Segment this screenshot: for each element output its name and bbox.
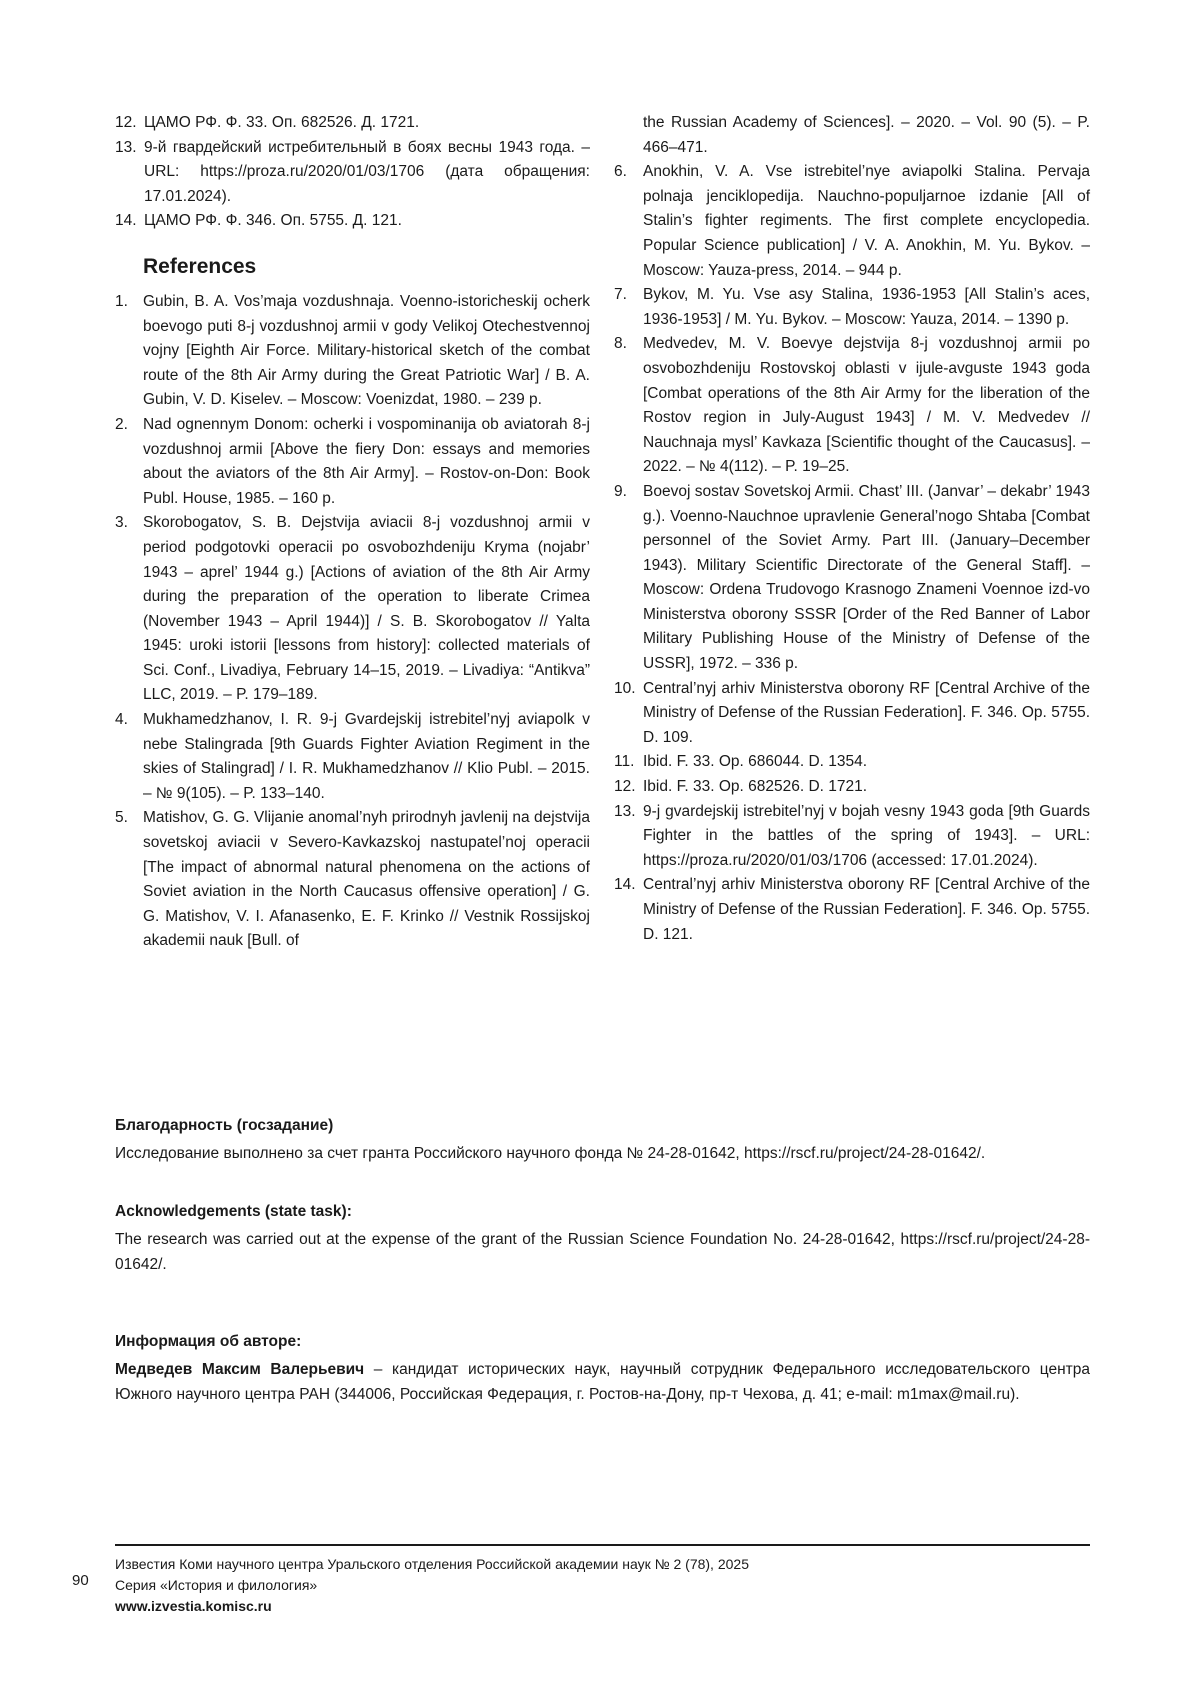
reference-item: [115, 511, 590, 708]
reference-text: Boevoj sostav Sovetskoj Armii. Chast’ III. (Janvar’ – dekabr’ 1943 g.). Voenno-Nauchnoe upravlenie General’nogo Shtaba [Combat personnel of the Soviet Army. Part III. (January–December 1943). Military Scientific Directorate of the General Staff]. – Moscow: Ordena Trudovogo Krasnogo Znameni Voennoe izd-vo Ministerstva oborony SSSR [Order of the Red Banner of Labor Military Publishing House of the Ministry of Defense of the USSR], 1972. – 336 p.: [643, 482, 1090, 673]
author-info-title: Информация об авторе:: [115, 1333, 302, 1350]
reference-text: Nad ognennym Donom: ocherki i vospominanija ob aviatorah 8-j vozdushnoj armii [Above the fiery Don: essays and memories about the aviators of the 8th Air Army]. – Rostov-on-Don: Book Publ. House, 1985. – 160 p.: [143, 415, 590, 507]
reference-text: Central’nyj arhiv Ministerstva oborony RF [Central Archive of the Ministry of Defense of the Russian Federation]. F. 346. Op. 5755. D. 121.: [643, 876, 1090, 943]
gratitude-ru-section: [115, 1114, 1090, 1167]
reference-number: 6.: [614, 163, 627, 181]
reference-number: 2.: [115, 415, 128, 433]
reference-number: 12.: [614, 778, 636, 796]
reference-number: 13.: [115, 138, 137, 156]
reference-continuation: the Russian Academy of Sciences]. – 2020. – Vol. 90 (5). – P. 466–471.: [643, 114, 1090, 156]
reference-number: 9.: [614, 482, 627, 500]
reference-item: [115, 806, 590, 954]
reference-text: Ibid. F. 33. Op. 686044. D. 1354.: [643, 753, 868, 771]
reference-number: 14.: [614, 876, 636, 894]
page-number: 90: [72, 1572, 89, 1589]
reference-text: Anokhin, V. A. Vse istrebitel’nye aviapolki Stalina. Pervaja polnaja jenciklopedija. Nauchno-populjarnoe izdanie [All of Stalin’s fighter regiments. The first complete encyclopedia. Popular Science publication] / V. A. Anokhin, M. Yu. Bykov. – Moscow: Yauza-press, 2014. – 944 p.: [643, 163, 1090, 279]
footer-divider: [115, 1544, 1090, 1546]
gratitude-en-title: Acknowledgements (state task):: [115, 1203, 352, 1220]
reference-text: 9-j gvardejskij istrebitel’nyj v bojah vesny 1943 goda [9th Guards Fighter in the battles of the spring of 1943]. – URL: https://proza.ru/2020/01/03/1706 (accessed: 17.01.2024).: [643, 802, 1090, 869]
journal-title: Известия Коми научного центра Уральского отделения Российской академии наук № 2 (78), 2025: [115, 1556, 749, 1572]
reference-number: 3.: [115, 514, 128, 532]
russian-reference-list: [115, 111, 590, 234]
reference-item: [614, 332, 1090, 480]
gratitude-en-section: [115, 1200, 1090, 1277]
left-column: [115, 111, 590, 954]
reference-text: Mukhamedzhanov, I. R. 9-j Gvardejskij istrebitel’nyj aviapolk v nebe Stalingrada [9th Guards Fighter Aviation Regiment in the skies of Stalingrad] / I. R. Mukhamedzhanov // Klio Publ. – 2015. – № 9(105). – P. 133–140.: [143, 711, 590, 802]
reference-item: [614, 873, 1090, 947]
reference-text: Gubin, B. A. Vos’maja vozdushnaja. Voenno-istoricheskij ocherk boevogo puti 8-j vozdushnoj armii v gody Velikoj Otechestvennoj vojny [Eighth Air Force. Military-historical sketch of the combat route of the 8th Air Army during the Great Patriotic War] / B. A. Gubin, V. D. Kiselev. – Moscow: Voenizdat, 1980. – 239 p.: [143, 292, 590, 409]
reference-number: 13.: [614, 802, 636, 820]
reference-number: 1.: [115, 292, 128, 310]
reference-number: 5.: [115, 809, 128, 827]
reference-item: [614, 480, 1090, 677]
reference-number: 4.: [115, 711, 128, 729]
english-reference-list-continued: [614, 160, 1090, 947]
reference-text: Central’nyj arhiv Ministerstva oborony RF [Central Archive of the Ministry of Defense of the Russian Federation]. F. 346. Op. 5755. D. 109.: [643, 679, 1090, 746]
author-name: Медведев Максим Валерьевич: [115, 1361, 365, 1378]
reference-item: [614, 800, 1090, 874]
reference-text: Skorobogatov, S. B. Dejstvija aviacii 8-j vozdushnoj armii v period podgotovki operacii po osvobozhdeniju Kryma (nojabr’ 1943 – aprel’ 1944 g.) [Actions of aviation of the 8th Air Army during the preparation of the operation to liberate Crimea (November 1943 – April 1944)] / S. B. Skorobogatov // Yalta 1945: uroki istorii [lessons from history]: collected materials of Sci. Conf., Livadiya, February 14–15, 2019. – Livadiya: “Antikva” LLC, 2019. – P. 179–189.: [143, 514, 590, 704]
reference-number: 7.: [614, 286, 627, 304]
reference-item: [614, 283, 1090, 332]
reference-text: ЦАМО РФ. Ф. 33. Оп. 682526. Д. 1721.: [144, 114, 420, 131]
reference-item: [115, 209, 590, 234]
reference-text: 9-й гвардейский истребительный в боях весны 1943 года. – URL: https://proza.ru/2020/01/03/1706 (дата обращения: 17.01.2024).: [144, 138, 590, 205]
reference-item: [614, 677, 1090, 751]
gratitude-ru-title: Благодарность (госзадание): [115, 1117, 334, 1134]
reference-number: 10.: [614, 679, 636, 697]
right-column: [614, 111, 1090, 947]
reference-number: 12.: [115, 114, 137, 131]
reference-item: [614, 160, 1090, 283]
journal-series: Серия «История и филология»: [115, 1577, 318, 1593]
reference-item: [614, 750, 1090, 775]
reference-item: [115, 413, 590, 511]
reference-item: [614, 775, 1090, 800]
reference-number: 14.: [115, 212, 137, 230]
reference-text: Matishov, G. G. Vlijanie anomal’nyh prirodnyh javlenij na dejstvija sovetskoj aviacii v Severo-Kavkazskoj nastupatel’noj operacii [The impact of abnormal natural phenomena on the actions of Soviet aviation in the North Caucasus offensive operation] / G. G. Matishov, V. I. Afanasenko, E. F. Krinko // Vestnik Rossijskoj akademii nauk [Bull. of: [143, 809, 590, 950]
gratitude-en-body: The research was carried out at the expense of the grant of the Russian Science Foundation No. 24-28-01642, https://rscf.ru/project/24-28-01642/.: [115, 1231, 1090, 1273]
footer: [115, 1554, 749, 1617]
reference-item: [115, 111, 590, 136]
reference-text: Ibid. F. 33. Op. 682526. D. 1721.: [643, 778, 868, 796]
reference-item: [115, 290, 590, 413]
reference-number: 11.: [614, 753, 635, 771]
author-info-body: [115, 1358, 1090, 1407]
english-reference-list: [115, 290, 590, 954]
gratitude-ru-body: Исследование выполнено за счет гранта Российского научного фонда № 24-28-01642, https://rscf.ru/project/24-28-01642/.: [115, 1145, 986, 1162]
author-info-section: [115, 1330, 1090, 1407]
reference-item: [115, 708, 590, 806]
reference-text: Medvedev, M. V. Boevye dejstvija 8-j vozdushnoj armii po osvobozhdeniju Rostovskoj oblasti v ijule-avguste 1943 goda [Combat operations of the 8th Air Army for the liberation of the Rostov region in July-August 1943] / M. V. Medvedev // Nauchnaja mysl’ Kavkaza [Scientific thought of the Caucasus]. – 2022. – № 4(112). – P. 19–25.: [643, 335, 1090, 476]
reference-number: 8.: [614, 335, 627, 353]
reference-text: Bykov, M. Yu. Vse asy Stalina, 1936-1953 [All Stalin’s aces, 1936-1953] / M. Yu. Bykov. – Moscow: Yauza, 2014. – 1390 p.: [643, 286, 1090, 328]
references-heading: References: [143, 254, 257, 278]
reference-item: [115, 136, 590, 210]
journal-url[interactable]: www.izvestia.komisc.ru: [115, 1598, 272, 1614]
author-details: – кандидат исторических наук, научный сотрудник Федерального исследовательского центра Южного научного центра РАН (344006, Российская Федерация, г. Ростов-на-Дону, пр-т Чехова, д. 41; e-mail: m1max@mail.ru).: [115, 1361, 1090, 1403]
reference-text: ЦАМО РФ. Ф. 346. Оп. 5755. Д. 121.: [144, 212, 402, 230]
